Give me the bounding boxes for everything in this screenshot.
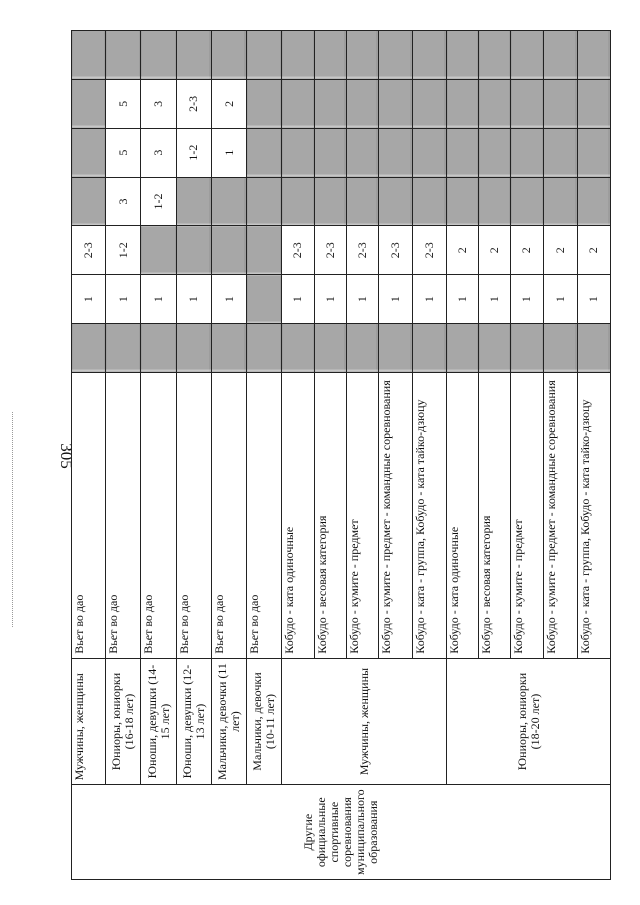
table-row <box>247 31 282 880</box>
gray-cell <box>282 128 314 177</box>
gray-cell <box>247 324 282 373</box>
gray-cell <box>211 177 246 226</box>
value-cell: 1 <box>141 275 176 324</box>
gray-cell <box>176 31 211 80</box>
table-row <box>211 31 246 880</box>
gray-cell <box>211 324 246 373</box>
value-cell: 1 <box>543 275 577 324</box>
gray-cell <box>479 324 511 373</box>
value-cell: 2-3 <box>412 226 446 275</box>
gray-cell <box>72 324 106 373</box>
gray-cell <box>511 31 543 80</box>
discipline-cell: Кобудо - весовая категория <box>479 372 511 658</box>
gray-cell <box>577 324 610 373</box>
discipline-cell: Вьет во дао <box>141 372 176 658</box>
gray-cell <box>211 226 246 275</box>
table-row <box>106 31 141 880</box>
value-cell: 3 <box>141 128 176 177</box>
value-cell: 1 <box>72 275 106 324</box>
discipline-cell: Кобудо - кумите - предмет - командные соревнования <box>378 372 412 658</box>
gray-cell <box>176 226 211 275</box>
gray-cell <box>247 177 282 226</box>
value-cell: 2-3 <box>282 226 314 275</box>
gray-cell <box>447 31 479 80</box>
gray-cell <box>577 128 610 177</box>
gray-cell <box>247 226 282 275</box>
table-row <box>447 31 479 880</box>
discipline-cell: Кобудо - ката одиночные <box>282 372 314 658</box>
page-number: 305 <box>57 443 76 469</box>
gray-cell <box>314 128 346 177</box>
gray-cell <box>447 324 479 373</box>
gray-cell <box>247 79 282 128</box>
value-cell: 3 <box>106 177 141 226</box>
discipline-cell: Вьет во дао <box>211 372 246 658</box>
value-cell: 3 <box>141 79 176 128</box>
gray-cell <box>412 79 446 128</box>
gray-cell <box>479 128 511 177</box>
gray-cell <box>176 324 211 373</box>
gray-cell <box>346 128 378 177</box>
value-cell: 5 <box>106 128 141 177</box>
gray-cell <box>479 31 511 80</box>
value-cell: 1-2 <box>176 128 211 177</box>
discipline-cell: Кобудо - ката одиночные <box>447 372 479 658</box>
gray-cell <box>412 324 446 373</box>
discipline-cell: Кобудо - ката - группа, Кобудо - ката тайко-дзюцу <box>412 372 446 658</box>
value-cell: 2-3 <box>346 226 378 275</box>
age-cell: Юноши, девушки (12-13 лет) <box>176 658 211 785</box>
value-cell: 1 <box>447 275 479 324</box>
value-cell: 2-3 <box>176 79 211 128</box>
competition-cell: Другие официальные спортивные соревнования муниципального образования <box>72 785 611 880</box>
gray-cell <box>72 31 106 80</box>
gray-cell <box>72 79 106 128</box>
value-cell: 1 <box>346 275 378 324</box>
gray-cell <box>543 128 577 177</box>
scan-edge-dots <box>12 412 16 627</box>
gray-cell <box>282 79 314 128</box>
gray-cell <box>577 177 610 226</box>
value-cell: 1 <box>176 275 211 324</box>
gray-cell <box>346 177 378 226</box>
gray-cell <box>378 31 412 80</box>
gray-cell <box>211 31 246 80</box>
gray-cell <box>72 177 106 226</box>
gray-cell <box>314 79 346 128</box>
gray-cell <box>412 31 446 80</box>
value-cell: 1-2 <box>141 177 176 226</box>
gray-cell <box>543 31 577 80</box>
value-cell: 1 <box>106 275 141 324</box>
value-cell: 1 <box>211 275 246 324</box>
gray-cell <box>141 31 176 80</box>
gray-cell <box>314 324 346 373</box>
gray-cell <box>479 79 511 128</box>
value-cell: 2-3 <box>378 226 412 275</box>
gray-cell <box>247 31 282 80</box>
gray-cell <box>543 79 577 128</box>
gray-cell <box>378 79 412 128</box>
gray-cell <box>106 324 141 373</box>
gray-cell <box>247 275 282 324</box>
gray-cell <box>378 324 412 373</box>
gray-cell <box>412 128 446 177</box>
value-cell: 1 <box>378 275 412 324</box>
gray-cell <box>346 79 378 128</box>
gray-cell <box>511 177 543 226</box>
discipline-cell: Вьет во дао <box>72 372 106 658</box>
gray-cell <box>282 324 314 373</box>
gray-cell <box>511 324 543 373</box>
value-cell: 2 <box>511 226 543 275</box>
gray-cell <box>412 177 446 226</box>
discipline-cell: Вьет во дао <box>247 372 282 658</box>
gray-cell <box>479 177 511 226</box>
gray-cell <box>447 177 479 226</box>
value-cell: 2 <box>577 226 610 275</box>
value-cell: 1 <box>479 275 511 324</box>
value-cell: 1 <box>314 275 346 324</box>
value-cell: 1 <box>577 275 610 324</box>
gray-cell <box>141 324 176 373</box>
discipline-cell: Кобудо - кумите - предмет <box>511 372 543 658</box>
table-row <box>72 31 106 880</box>
value-cell: 2 <box>479 226 511 275</box>
gray-cell <box>176 177 211 226</box>
gray-cell <box>314 31 346 80</box>
age-cell: Юноши, девушки (14-15 лет) <box>141 658 176 785</box>
gray-cell <box>577 79 610 128</box>
ranking-table <box>71 30 611 880</box>
value-cell: 1 <box>412 275 446 324</box>
age-cell: Мужчины, женщины <box>72 658 106 785</box>
discipline-cell: Кобудо - ката - группа, Кобудо - ката тайко-дзюцу <box>577 372 610 658</box>
discipline-cell: Кобудо - кумите - предмет <box>346 372 378 658</box>
discipline-cell: Кобудо - весовая категория <box>314 372 346 658</box>
table-row <box>176 31 211 880</box>
gray-cell <box>511 128 543 177</box>
age-cell: Юниоры, юниорки (16-18 лет) <box>106 658 141 785</box>
gray-cell <box>447 128 479 177</box>
age-cell: Мальчики, девочки (10-11 лет) <box>247 658 282 785</box>
discipline-cell: Вьет во дао <box>176 372 211 658</box>
discipline-cell: Кобудо - кумите - предмет - командные соревнования <box>543 372 577 658</box>
gray-cell <box>72 128 106 177</box>
gray-cell <box>543 324 577 373</box>
gray-cell <box>447 79 479 128</box>
gray-cell <box>247 128 282 177</box>
value-cell: 5 <box>106 79 141 128</box>
gray-cell <box>141 226 176 275</box>
table-row <box>141 31 176 880</box>
value-cell: 1-2 <box>106 226 141 275</box>
gray-cell <box>314 177 346 226</box>
gray-cell <box>378 128 412 177</box>
discipline-cell: Вьет во дао <box>106 372 141 658</box>
value-cell: 1 <box>282 275 314 324</box>
value-cell: 2-3 <box>314 226 346 275</box>
value-cell: 2 <box>447 226 479 275</box>
age-cell: Мужчины, женщины <box>282 658 447 785</box>
gray-cell <box>282 177 314 226</box>
gray-cell <box>346 324 378 373</box>
table-row <box>282 31 314 880</box>
gray-cell <box>106 31 141 80</box>
value-cell: 1 <box>511 275 543 324</box>
gray-cell <box>282 31 314 80</box>
value-cell: 2 <box>543 226 577 275</box>
value-cell: 2 <box>211 79 246 128</box>
gray-cell <box>543 177 577 226</box>
gray-cell <box>577 31 610 80</box>
age-cell: Мальчики, девочки (11 лет) <box>211 658 246 785</box>
value-cell: 1 <box>211 128 246 177</box>
value-cell: 2-3 <box>72 226 106 275</box>
gray-cell <box>346 31 378 80</box>
gray-cell <box>378 177 412 226</box>
gray-cell <box>511 79 543 128</box>
age-cell: Юниоры, юниорки (18-20 лет) <box>447 658 611 785</box>
